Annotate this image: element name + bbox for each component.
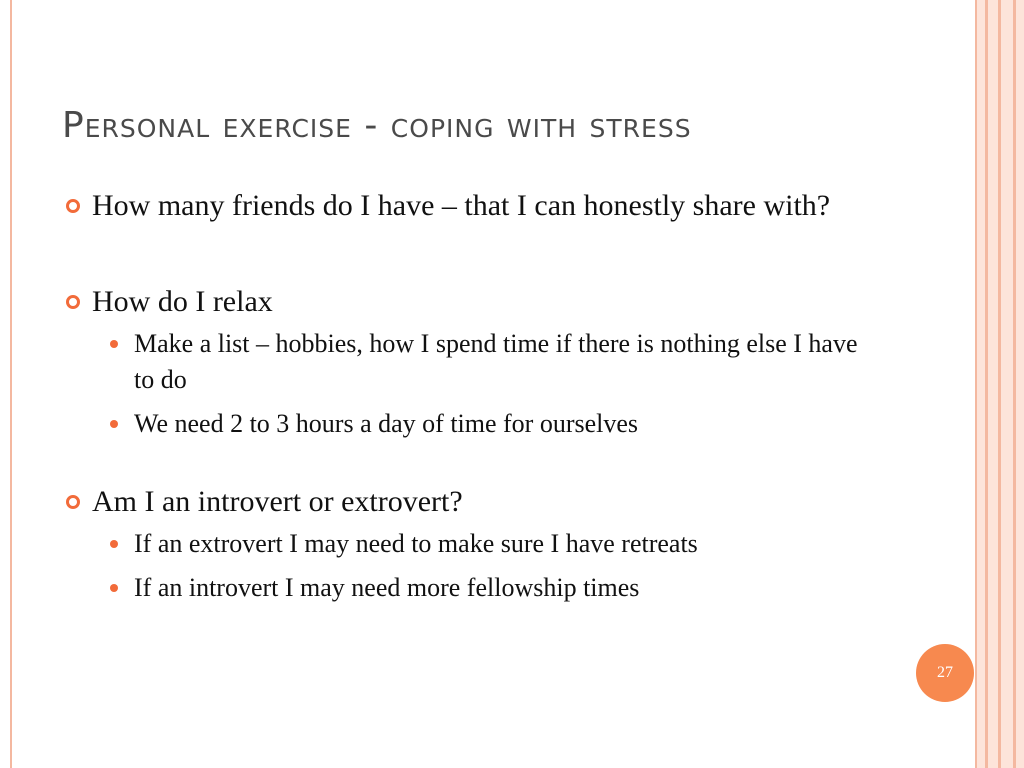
ring-bullet-icon xyxy=(66,495,80,509)
subbullet-item xyxy=(62,406,882,442)
subbullet-text: Make a list – hobbies, how I spend time if there is nothing else I have to do xyxy=(134,329,858,394)
page-number-badge xyxy=(916,644,974,702)
ring-bullet-icon xyxy=(66,295,80,309)
dot-bullet-icon xyxy=(110,420,118,428)
subbullet-item xyxy=(62,326,882,398)
page-number: 27 xyxy=(937,664,953,681)
subbullet-text: If an extrovert I may need to make sure I have retreats xyxy=(134,529,698,558)
bullet-text: Am I an introvert or extrovert? xyxy=(92,485,463,518)
subbullet-text: If an introvert I may need more fellowship times xyxy=(134,573,640,602)
dot-bullet-icon xyxy=(110,340,118,348)
ring-bullet-icon xyxy=(66,199,80,213)
slide-title: Personal exercise - coping with stress xyxy=(62,105,692,146)
subbullet-item xyxy=(62,526,882,562)
bullet-text: How do I relax xyxy=(92,285,273,318)
bullet-text: How many friends do I have – that I can honestly share with? xyxy=(92,189,831,222)
left-border-line xyxy=(10,0,12,768)
slide-content xyxy=(62,186,882,606)
subbullet-item xyxy=(62,570,882,606)
dot-bullet-icon xyxy=(110,540,118,548)
right-decorative-stripes xyxy=(975,0,1024,768)
bullet-item-relax xyxy=(62,282,882,322)
dot-bullet-icon xyxy=(110,584,118,592)
subbullet-text: We need 2 to 3 hours a day of time for ourselves xyxy=(134,409,639,438)
bullet-item-friends xyxy=(62,186,882,226)
bullet-item-introvert xyxy=(62,482,882,522)
